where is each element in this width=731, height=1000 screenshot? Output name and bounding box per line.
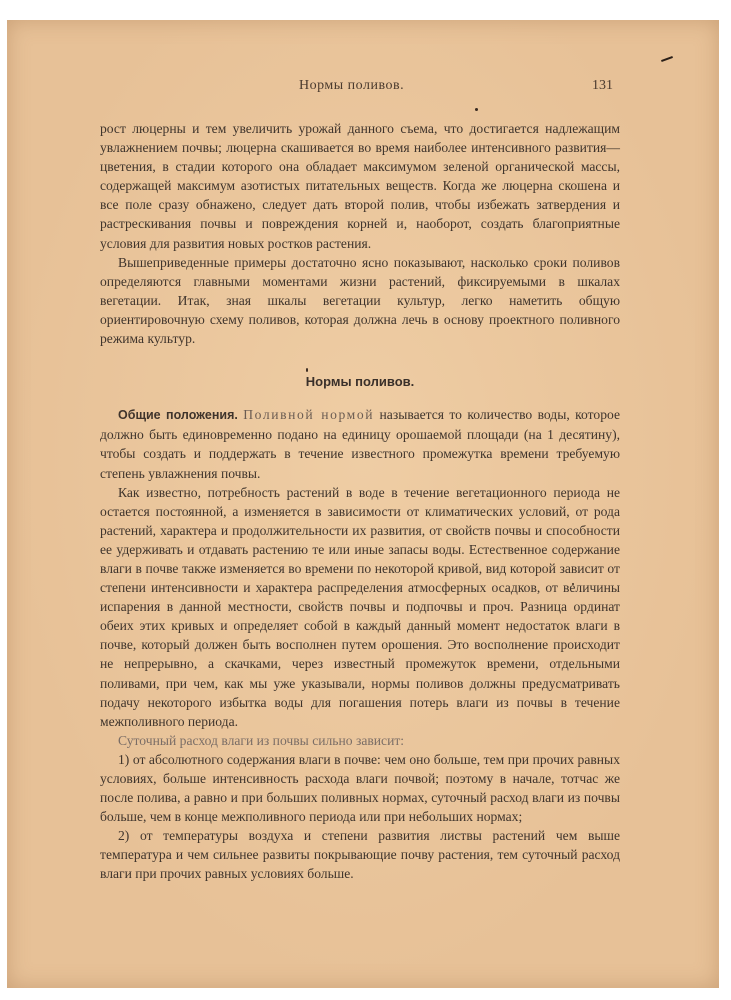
running-title: Нормы поливов. <box>299 78 405 93</box>
lead-text: называется то количество воды, которое должно быть единовременно подано на единицу орошаемой площади (на 1 десятину), чтобы создать и поддержать в течение известного промежутка времени требуемую степень увлажнения почвы. <box>100 407 620 481</box>
body-paragraph: Суточный расход влаги из почвы сильно зависит: <box>118 732 405 748</box>
lead-term: Поливной нормой <box>243 407 375 423</box>
intro-paragraph: рост люцерны и тем увеличить урожай данного съема, что достигается надлежащим увлажнением почвы; люцерна скашивается во время наиболее интенсивного развития—цветения, в стадии которого она обладает максимумом зеленой органической массы, содержащей максимум азотистых питательных веществ. Когда же люцерна скошена и все поле сразу обнажено, следует дать второй полив, чтобы избежать затвердения и растрескивания почвы и повреждения корней и, наоборот, создать благоприятные условия для развития новых ростков растения. <box>100 121 620 251</box>
body-paragraph: Как известно, потребность растений в воде в течение вегетационного периода не остается постоянной, а изменяется в зависимости от климатических условий, от рода растений, характера и продолжительности их развития, от свойств почвы и способности ее удерживать и отдавать растению те или иные запасы воды. Естественное содержание влаги в почве также изменяется во времени по некоторой кривой, вид которой зависит от степени интенсивности и характера распределения атмосферных осадков, от величины испарения в данной местности, свойств почвы и подпочвы и проч. Разница ординат обеих этих кривых и определяет собой в каждый данный момент недостаток влаги в почве, который должен быть восполнен путем орошения. Это восполнение происходит не непрерывно, а скачками, через известный промежуток времени, отдельными поливами, при чем, как мы уже указывали, нормы поливов должны предусматривать подачу некоторого избытка воды для погашения потерь влаги из почвы в течение межполивного периода. <box>100 484 620 729</box>
section-heading: Нормы поливов. <box>305 374 415 390</box>
list-item: 1) от абсолютного содержания влаги в почве: чем оно больше, тем при прочих равных условиях, больше интенсивность расхода влаги почвой; поэтому в начале, тотчас же после полива, а равно и при больших поливных нормах, суточный расход влаги из почвы больше, чем в конце межполивного периода или при небольших нормах; <box>100 751 620 825</box>
page-body <box>100 119 620 884</box>
page-number: 131 <box>592 78 613 93</box>
lead-paragraph <box>100 405 620 482</box>
lead-label: Общие положения. <box>118 408 238 423</box>
running-header <box>7 78 719 102</box>
ink-speck <box>475 108 478 111</box>
book-page <box>7 20 719 988</box>
ink-mark <box>661 56 673 62</box>
list-item: 2) от температуры воздуха и степени развития листвы растений чем выше температура и чем сильнее развиты покрывающие почву растения, тем суточный расход влаги при прочих равных условиях больше. <box>100 828 620 882</box>
intro-paragraph: Вышеприведенные примеры достаточно ясно показывают, насколько сроки поливов определяются главными моментами жизни растений, фиксируемыми в шкалах вегетации. Итак, зная шкалы вегетации культур, легко наметить общую ориентировочную схему поливов, которая должна лечь в основу проектного поливного режима культур. <box>100 254 620 347</box>
